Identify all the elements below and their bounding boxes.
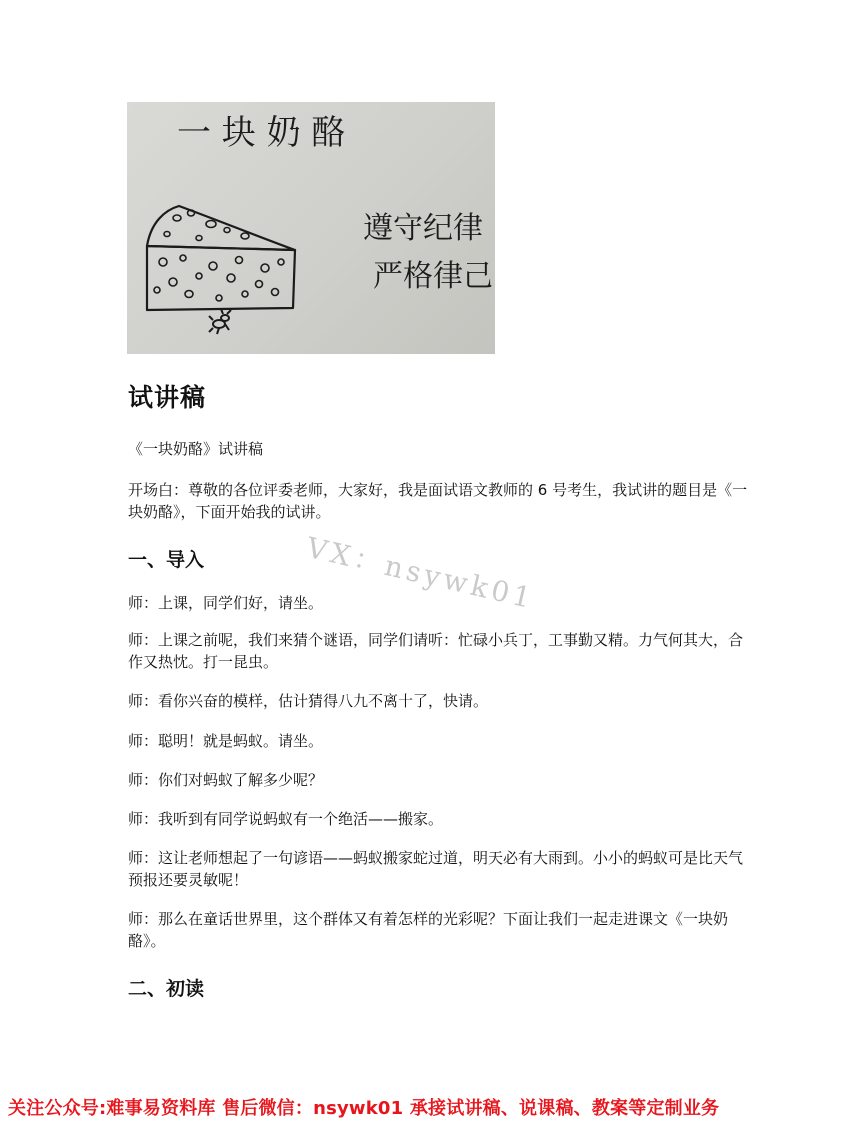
footer-banner: 关注公众号:难事易资料库 售后微信：nsywk01 承接试讲稿、说课稿、教案等定制业务 [8, 1098, 720, 1119]
cheese-drawing [127, 102, 495, 354]
illustration-line-2: 严格律己 [373, 259, 493, 294]
page-title: 试讲稿 [128, 383, 207, 412]
illustration-line-1: 遵守纪律 [363, 211, 483, 246]
section-heading-first-reading: 二、初读 [128, 978, 205, 1000]
cheese-illustration [127, 102, 495, 354]
watermark: VX：nsywk01 [303, 530, 538, 616]
opening-paragraph: 开场白：尊敬的各位评委老师，大家好，我是面试语文教师的 6 号考生，我试讲的题目是《一块奶酪》，下面开始我的试讲。 [128, 481, 748, 521]
ant-icon [209, 309, 231, 334]
subtitle-paragraph: 《一块奶酪》试讲稿 [128, 440, 264, 458]
dialogue-line: 师：上课之前呢，我们来猜个谜语，同学们请听：忙碌小兵丁，工事勤又精。力气何其大，合作又热忱。打一昆虫。 [128, 631, 744, 671]
dialogue-line: 师：看你兴奋的模样，估计猜得八九不离十了，快请。 [128, 692, 489, 710]
dialogue-line: 师：那么在童话世界里，这个群体又有着怎样的光彩呢？下面让我们一起走进课文《一块奶酪》。 [128, 910, 729, 950]
dialogue-line: 师：我听到有同学说蚂蚁有一个绝活——搬家。 [128, 810, 444, 828]
dialogue-line: 师：上课，同学们好，请坐。 [128, 594, 324, 612]
section-heading-intro: 一、导入 [128, 549, 205, 571]
dialogue-line: 师：聪明！就是蚂蚁。请坐。 [128, 732, 324, 750]
illustration-title: 一 块 奶 酪 [177, 113, 346, 153]
dialogue-line: 师：这让老师想起了一句谚语——蚂蚁搬家蛇过道，明天必有大雨到。小小的蚂蚁可是比天气预报还要灵敏呢！ [128, 849, 744, 889]
cheese-icon [147, 206, 295, 310]
dialogue-line: 师：你们对蚂蚁了解多少呢？ [128, 771, 324, 789]
